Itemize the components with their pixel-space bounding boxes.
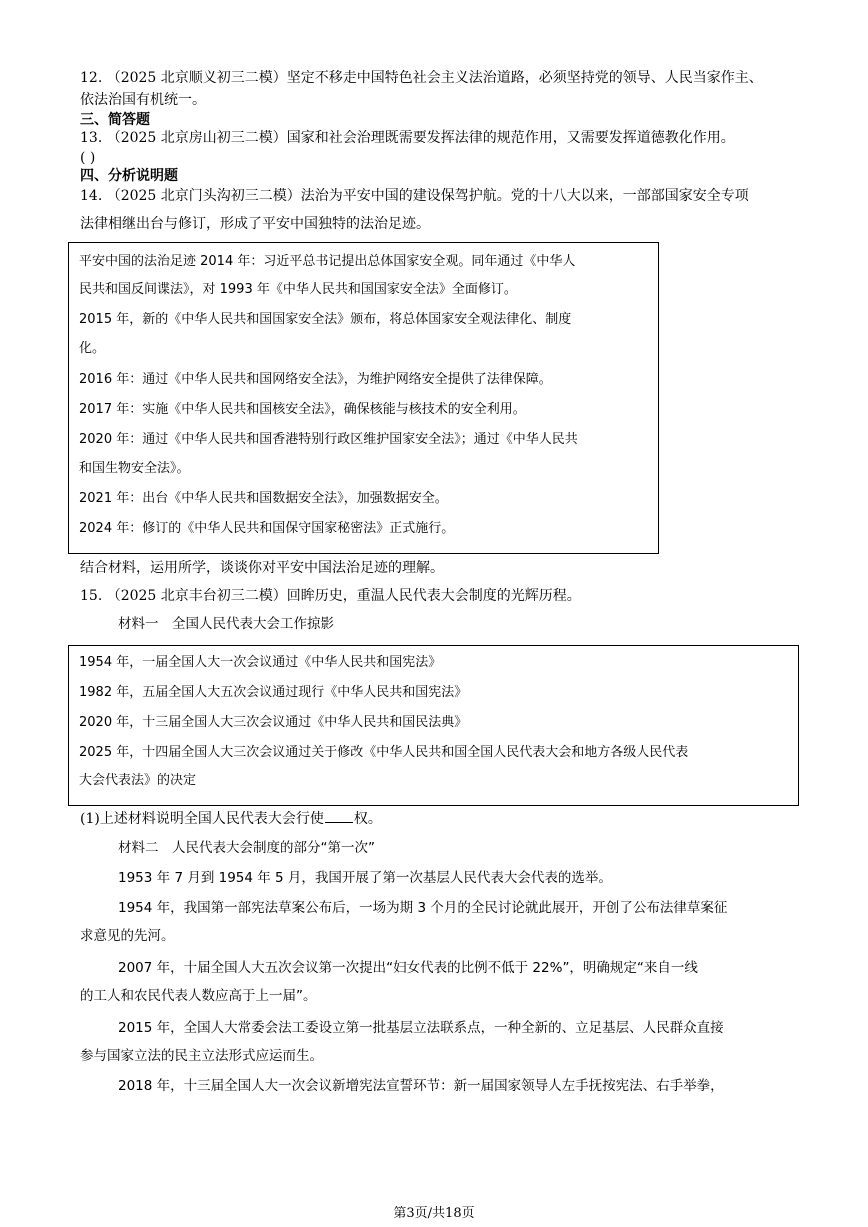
q14-box-line: 2017 年：实施《中华人民共和国核安全法》，确保核能与核技术的安全利用。 [79,402,526,417]
q15-material-2-line: 的工人和农民代表人数应高于上一届”。 [80,988,317,1004]
q15-material-2-line: 1953 年 7 月到 1954 年 5 月，我国开展了第一次基层人民代表大会代表的选举。 [118,870,612,886]
q15-material-2-line: 2015 年，全国人大常委会法工委设立第一批基层立法联系点，一种全新的、立足基层、人民群众直接 [118,1020,724,1036]
q15-sub1-blank[interactable] [325,808,353,823]
q12-line-2: 依法治国有机统一。 [80,92,206,108]
q14-box-line: 2020 年：通过《中华人民共和国香港特别行政区维护国家安全法》；通过《中华人民共 [79,432,578,447]
q15-line-1: 15. （2025 北京丰台初三二模）回眸历史，重温人民代表大会制度的光辉历程。 [80,588,581,604]
q15-material-2-line: 参与国家立法的民主立法形式应运而生。 [80,1048,323,1064]
q15-box-line: 1982 年，五届全国人大五次会议通过现行《中华人民共和国宪法》 [79,685,468,700]
q15-sub-question-1 [80,808,382,829]
q12-line-1: 12. （2025 北京顺义初三二模）坚定不移走中国特色社会主义法治道路，必须坚持党的领导、人民当家作主、 [80,70,763,86]
q13-answer-blank: ( ) [80,150,96,166]
q14-line-2: 法律相继出台与修订，形成了平安中国独特的法治足迹。 [80,216,430,232]
q15-box-line: 2020 年，十三届全国人大三次会议通过《中华人民共和国民法典》 [79,715,468,730]
q14-material-box [68,242,659,554]
q14-prompt: 结合材料，运用所学，谈谈你对平安中国法治足迹的理解。 [80,560,444,576]
q15-material-1-title: 材料一 全国人民代表大会工作掠影 [118,616,334,632]
q15-material-2-line: 求意见的先河。 [80,928,175,944]
q14-box-line: 民共和国反间谍法》，对 1993 年《中华人民共和国国家安全法》全面修订。 [79,282,517,297]
q14-box-line: 2015 年，新的《中华人民共和国国家安全法》颁布，将总体国家安全观法律化、制度 [79,312,572,327]
q15-sub1-text: (1)上述材料说明全国人民代表大会行使 [80,811,324,827]
section-4-title: 四、分析说明题 [80,168,178,184]
q14-box-line: 化。 [79,341,106,356]
q15-material-2-line: 1954 年，我国第一部宪法草案公布后，一场为期 3 个月的全民讨论就此展开，开创了公布法律草案征 [118,900,728,916]
q14-box-line: 2024 年：修订的《中华人民共和国保守国家秘密法》正式施行。 [79,521,455,536]
q14-line-1: 14. （2025 北京门头沟初三二模）法治为平安中国的建设保驾护航。党的十八大以来，一部部国家安全专项 [80,188,749,204]
page-number: 第3页/共18页 [393,1206,475,1221]
q14-box-line: 平安中国的法治足迹 2014 年：习近平总书记提出总体国家安全观。同年通过《中华人 [79,254,576,269]
q15-material-box [68,645,799,806]
q14-box-line: 和国生物安全法》。 [79,461,190,476]
q15-sub1-text-end: 权。 [353,811,382,827]
section-3-title: 三、简答题 [80,112,150,128]
q15-box-line: 2025 年，十四届全国人大三次会议通过关于修改《中华人民共和国全国人民代表大会和地方各级人民代表 [79,745,689,760]
q15-box-line: 1954 年，一届全国人大一次会议通过《中华人民共和国宪法》 [79,655,442,670]
q13-line-1: 13. （2025 北京房山初三二模）国家和社会治理既需要发挥法律的规范作用，又需要发挥道德教化作用。 [80,130,735,146]
q15-material-2-line: 2018 年，十三届全国人大一次会议新增宪法宣誓环节：新一届国家领导人左手抚按宪法、右手举拳， [118,1078,724,1094]
q14-box-line: 2021 年：出台《中华人民共和国数据安全法》，加强数据安全。 [79,491,448,506]
q15-box-line: 大会代表法》的决定 [79,773,197,788]
q15-material-2-title: 材料二 人民代表大会制度的部分“第一次” [118,840,375,856]
q15-material-2-line: 2007 年，十届全国人大五次会议第一次提出“妇女代表的比例不低于 22%”，明确规定“来自一线 [118,960,698,976]
q14-box-line: 2016 年：通过《中华人民共和国网络安全法》，为维护网络安全提供了法律保障。 [79,372,552,387]
